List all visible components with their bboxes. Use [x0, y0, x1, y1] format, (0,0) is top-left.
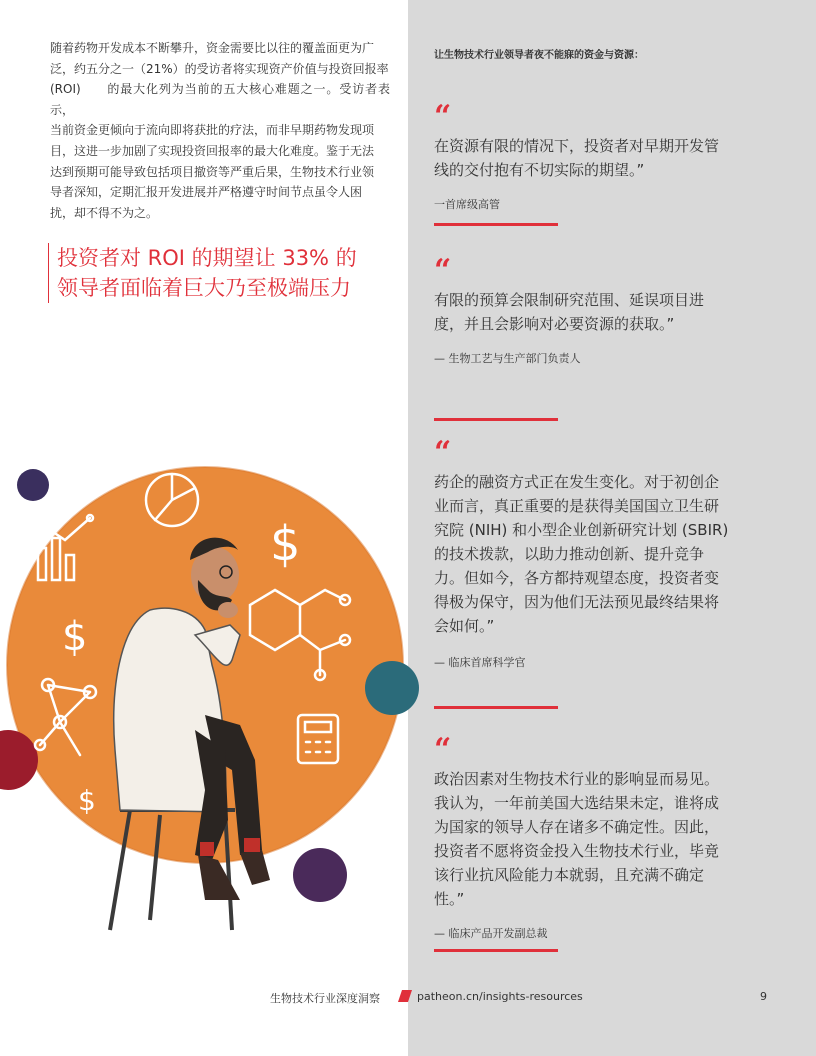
panel-heading: 让生物技术行业领导者夜不能寐的资金与资源： [434, 50, 644, 61]
quote-line: 得极为保守，因为他们无法预见最终结果将 [434, 593, 720, 611]
body-line: 达到预期可能导致包括项目撤资等严重后果，生物技术行业领 [50, 164, 375, 179]
quote-line: 该行业抗风险能力本就弱，且充满不确定 [434, 866, 705, 884]
footer-url-link[interactable]: patheon.cn/insights-resources [417, 990, 583, 1003]
quote-line: 性。” [434, 890, 465, 908]
body-line: 泛，约五分之一（21%）的受访者将实现资产价值与投资回报率 [50, 61, 389, 76]
quote-line: 投资者不愿将资金投入生物技术行业，毕竟 [434, 842, 720, 860]
quote-line: 我认为，一年前美国大选结果未定，谁将成 [434, 794, 720, 812]
body-line: 扰，却不得不为之。 [50, 205, 159, 220]
quote-attribution: — 生物工艺与生产部门负责人 [434, 352, 581, 365]
dollar-icon: $ [62, 614, 88, 660]
quote-card [434, 435, 754, 670]
body-line: (ROI) 的最大化列为当前的五大核心难题之一。受访者表示， [50, 82, 390, 117]
quote-line: 线的交付抱有不切实际的期望。” [434, 161, 645, 179]
quote-text [434, 288, 754, 336]
quote-line: 在资源有限的情况下，投资者对早期开发管 [434, 137, 720, 155]
red-divider [434, 223, 558, 226]
decor-circle-teal [365, 661, 419, 715]
body-line: 导者深知，定期汇报开发进展并严格遵守时间节点虽令人困 [50, 185, 363, 200]
quote-line: 的技术拨款，以助力推动创新、提升竞争 [434, 545, 705, 563]
quote-line: 政治因素对生物技术行业的影响显而易见。 [434, 770, 720, 788]
quote-line: 有限的预算会限制研究范围、延误项目进 [434, 291, 705, 309]
quote-text [434, 470, 754, 638]
pull-quote [48, 243, 400, 303]
scientist-illustration [0, 460, 420, 950]
slash-logo-icon [398, 990, 412, 1002]
quote-line: 业而言，真正重要的是获得美国国立卫生研 [434, 497, 720, 515]
red-divider [434, 949, 558, 952]
quote-line: 度，并且会影响对必要资源的获取。” [434, 315, 675, 333]
quote-attribution: — 临床首席科学官 [434, 656, 526, 669]
body-line: 当前资金更倾向于流向即将获批的疗法，而非早期药物发现项 [50, 123, 375, 138]
quote-card [434, 99, 754, 212]
quote-card [434, 253, 754, 366]
quote-line: 会如何。” [434, 617, 495, 635]
page-number: 9 [760, 990, 767, 1003]
pull-quote-line: 投资者对 ROI 的期望让 33% 的 [57, 246, 357, 270]
quote-mark-icon: “ [434, 435, 448, 470]
decor-circle-purple [293, 848, 347, 902]
body-paragraph [50, 38, 390, 223]
quote-attribution: — 临床产品开发副总裁 [434, 927, 548, 940]
body-line: 随着药物开发成本不断攀升，资金需要比以往的覆盖面更为广 [50, 41, 375, 55]
dollar-icon: $ [78, 784, 96, 817]
quote-mark-icon: “ [434, 99, 448, 134]
dollar-icon: $ [270, 516, 301, 572]
red-divider [434, 418, 558, 421]
quote-mark-icon: “ [434, 253, 448, 288]
pull-quote-line: 领导者面临着巨大乃至极端压力 [57, 276, 351, 300]
decor-circle-navy [17, 469, 49, 501]
body-line: 目，这进一步加剧了实现投资回报率的最大化难度。鉴于无法 [50, 143, 375, 158]
quote-line: 力。但如今，各方都持观望态度，投资者变 [434, 569, 720, 587]
quote-attribution: 一首席级高管 [434, 198, 500, 211]
quote-text [434, 134, 754, 182]
quote-line: 为国家的领导人存在诸多不确定性。因此， [434, 818, 720, 836]
quote-line: 药企的融资方式正在发生变化。对于初创企 [434, 473, 720, 491]
red-divider [434, 706, 558, 709]
quote-card [434, 732, 754, 941]
quote-mark-icon: “ [434, 732, 448, 767]
footer-publication: 生物技术行业深度洞察 [270, 992, 380, 1005]
quote-text [434, 767, 754, 911]
quote-line: 究院 (NIH) 和小型企业创新研究计划 (SBIR) [434, 521, 729, 539]
